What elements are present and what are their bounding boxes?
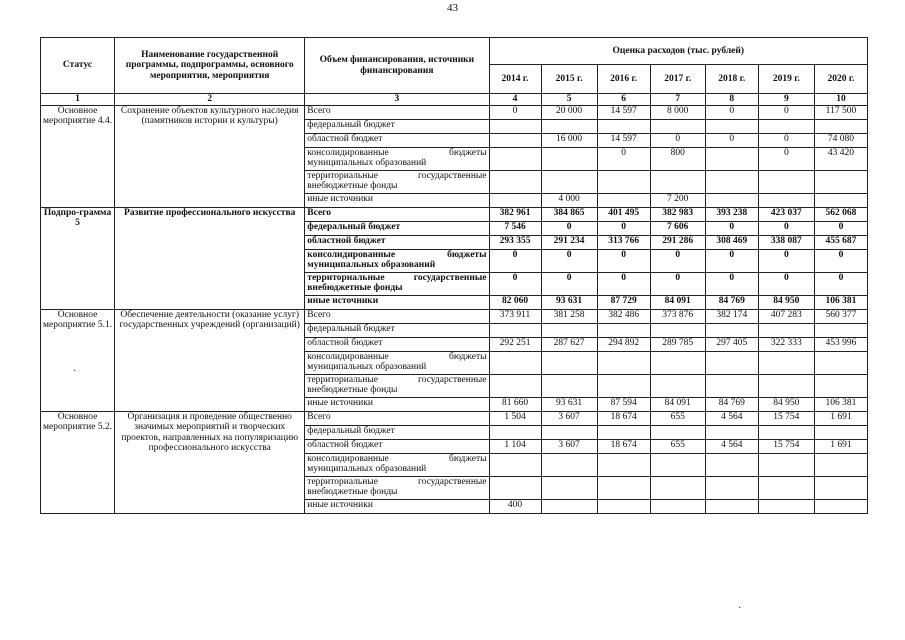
value-cell: 84 769 <box>705 295 758 309</box>
value-cell <box>489 193 541 207</box>
value-cell <box>758 476 814 499</box>
value-cell: 81 660 <box>489 397 541 411</box>
value-cell <box>705 170 758 193</box>
value-cell: 1 691 <box>814 439 867 453</box>
value-cell: 0 <box>758 147 814 170</box>
table-row <box>41 207 868 221</box>
value-cell: 292 251 <box>489 337 541 351</box>
value-cell: 287 627 <box>541 337 597 351</box>
value-cell: 0 <box>489 272 541 295</box>
value-cell: 0 <box>489 105 541 119</box>
value-cell: 20 000 <box>541 105 597 119</box>
value-cell: 8 000 <box>650 105 705 119</box>
source-label: территориальные государственные <box>307 374 487 385</box>
value-cell: 382 174 <box>705 309 758 323</box>
value-cell: 4 564 <box>705 439 758 453</box>
value-cell <box>705 453 758 476</box>
source-label: консолидированные бюджеты <box>307 351 487 362</box>
source-cell <box>305 147 489 170</box>
value-cell: 373 876 <box>650 309 705 323</box>
financing-table <box>40 37 868 514</box>
value-cell: 84 950 <box>758 397 814 411</box>
value-cell: 87 729 <box>597 295 650 309</box>
value-cell: 3 607 <box>541 411 597 425</box>
value-cell: 289 785 <box>650 337 705 351</box>
value-cell: 84 769 <box>705 397 758 411</box>
source-label: областной бюджет <box>307 133 383 144</box>
value-cell: 0 <box>758 272 814 295</box>
value-cell <box>489 119 541 133</box>
value-cell <box>814 351 867 374</box>
value-cell <box>541 147 597 170</box>
value-cell <box>541 425 597 439</box>
source-label: областной бюджет <box>307 337 383 348</box>
value-cell: 400 <box>489 499 541 513</box>
value-cell <box>597 170 650 193</box>
value-cell: 0 <box>758 105 814 119</box>
value-cell: 0 <box>758 249 814 272</box>
source-cell <box>305 309 489 323</box>
value-cell <box>489 374 541 397</box>
value-cell: 84 091 <box>650 295 705 309</box>
value-cell <box>758 374 814 397</box>
source-cell <box>305 476 489 499</box>
value-cell <box>597 351 650 374</box>
value-cell: 308 469 <box>705 235 758 249</box>
value-cell: 407 283 <box>758 309 814 323</box>
column-number: 5 <box>541 94 597 106</box>
stray-mark: · <box>738 603 742 614</box>
header-estimate: Оценка расходов (тыс. рублей) <box>489 38 867 65</box>
source-cell <box>305 337 489 351</box>
value-cell <box>814 323 867 337</box>
source-label: иные источники <box>307 397 373 408</box>
source-cell <box>305 221 489 235</box>
value-cell: 0 <box>597 147 650 170</box>
value-cell <box>489 453 541 476</box>
value-cell: 3 607 <box>541 439 597 453</box>
source-cell <box>305 411 489 425</box>
value-cell <box>489 351 541 374</box>
column-number: 2 <box>115 94 305 106</box>
source-label: иные источники <box>307 193 373 204</box>
value-cell <box>705 499 758 513</box>
column-number: 6 <box>597 94 650 106</box>
source-label: внебюджетные фонды <box>307 385 398 395</box>
value-cell <box>489 147 541 170</box>
value-cell: 338 087 <box>758 235 814 249</box>
table-row <box>41 411 868 425</box>
value-cell: 293 355 <box>489 235 541 249</box>
value-cell: 1 691 <box>814 411 867 425</box>
source-label: Всего <box>307 411 331 422</box>
value-cell <box>650 119 705 133</box>
value-cell <box>541 351 597 374</box>
source-label: внебюджетные фонды <box>307 487 398 497</box>
source-label: внебюджетные фонды <box>307 181 398 191</box>
value-cell: 0 <box>705 249 758 272</box>
value-cell <box>597 499 650 513</box>
source-cell <box>305 439 489 453</box>
value-cell: 0 <box>758 221 814 235</box>
source-cell <box>305 351 489 374</box>
value-cell: 18 674 <box>597 439 650 453</box>
value-cell: 0 <box>541 221 597 235</box>
value-cell: 0 <box>650 272 705 295</box>
source-label: Всего <box>307 207 332 218</box>
value-cell: 800 <box>650 147 705 170</box>
value-cell: 0 <box>541 249 597 272</box>
value-cell <box>758 323 814 337</box>
header-name: Наименование государственной программы, подпрограммы, основного мероприятия, мероприятия <box>115 38 305 94</box>
value-cell: 84 091 <box>650 397 705 411</box>
value-cell: 82 060 <box>489 295 541 309</box>
value-cell <box>650 323 705 337</box>
value-cell <box>705 147 758 170</box>
value-cell: 401 495 <box>597 207 650 221</box>
value-cell: 294 892 <box>597 337 650 351</box>
program-name-cell: Развитие профессионального искусства <box>115 207 305 309</box>
value-cell <box>758 499 814 513</box>
value-cell <box>705 425 758 439</box>
value-cell <box>541 499 597 513</box>
source-cell <box>305 374 489 397</box>
value-cell <box>814 425 867 439</box>
column-number: 4 <box>489 94 541 106</box>
source-label: Всего <box>307 105 331 116</box>
source-label: территориальные государственные <box>307 272 487 283</box>
value-cell <box>814 476 867 499</box>
source-label: федеральный бюджет <box>307 425 395 436</box>
value-cell <box>814 170 867 193</box>
value-cell: 0 <box>705 272 758 295</box>
value-cell: 291 234 <box>541 235 597 249</box>
source-label: иные источники <box>307 499 373 510</box>
value-cell: 655 <box>650 411 705 425</box>
value-cell <box>489 170 541 193</box>
value-cell: 7 606 <box>650 221 705 235</box>
value-cell <box>489 133 541 147</box>
value-cell <box>650 453 705 476</box>
column-number: 9 <box>758 94 814 106</box>
value-cell <box>597 119 650 133</box>
column-number: 7 <box>650 94 705 106</box>
source-label: территориальные государственные <box>307 476 487 487</box>
value-cell: 562 068 <box>814 207 867 221</box>
value-cell: 106 381 <box>814 397 867 411</box>
value-cell: 93 631 <box>541 295 597 309</box>
value-cell <box>650 170 705 193</box>
value-cell: 381 258 <box>541 309 597 323</box>
value-cell <box>650 476 705 499</box>
value-cell <box>814 499 867 513</box>
source-cell <box>305 119 489 133</box>
value-cell: 0 <box>597 272 650 295</box>
value-cell: 373 911 <box>489 309 541 323</box>
source-label: консолидированные бюджеты <box>307 453 487 464</box>
column-number: 8 <box>705 94 758 106</box>
value-cell: 0 <box>705 221 758 235</box>
value-cell <box>597 323 650 337</box>
value-cell: 15 754 <box>758 411 814 425</box>
value-cell: 106 381 <box>814 295 867 309</box>
value-cell <box>597 453 650 476</box>
source-cell <box>305 193 489 207</box>
value-cell: 7 546 <box>489 221 541 235</box>
source-cell <box>305 323 489 337</box>
value-cell: 322 333 <box>758 337 814 351</box>
header-year: 2014 г. <box>489 65 541 94</box>
source-label: муниципальных образований <box>307 362 427 372</box>
value-cell: 16 000 <box>541 133 597 147</box>
table-row <box>41 105 868 119</box>
value-cell <box>541 476 597 499</box>
source-label: областной бюджет <box>307 439 383 450</box>
stray-mark: · <box>73 366 77 377</box>
value-cell: 0 <box>489 249 541 272</box>
value-cell: 0 <box>758 133 814 147</box>
value-cell <box>758 453 814 476</box>
value-cell: 93 631 <box>541 397 597 411</box>
column-number: 1 <box>41 94 115 106</box>
value-cell: 0 <box>814 249 867 272</box>
value-cell: 0 <box>650 133 705 147</box>
page-number: 43 <box>447 2 458 14</box>
source-cell <box>305 249 489 272</box>
value-cell: 43 420 <box>814 147 867 170</box>
value-cell: 382 961 <box>489 207 541 221</box>
value-cell: 1 504 <box>489 411 541 425</box>
source-cell <box>305 295 489 309</box>
source-label: федеральный бюджет <box>307 119 395 130</box>
source-cell <box>305 207 489 221</box>
source-cell <box>305 235 489 249</box>
value-cell <box>489 323 541 337</box>
header-source: Объем финансирования, источники финансирования <box>305 38 489 94</box>
source-cell <box>305 397 489 411</box>
value-cell <box>597 425 650 439</box>
source-label: муниципальных образований <box>307 464 427 474</box>
value-cell <box>650 499 705 513</box>
value-cell: 84 950 <box>758 295 814 309</box>
value-cell: 0 <box>541 272 597 295</box>
value-cell: 87 594 <box>597 397 650 411</box>
status-cell: Основное мероприятие 5.2. <box>41 411 115 513</box>
status-cell: Подпро-грамма 5 <box>41 207 115 309</box>
value-cell: 0 <box>814 221 867 235</box>
value-cell: 393 238 <box>705 207 758 221</box>
source-label: Всего <box>307 309 331 320</box>
program-name-cell: Организация и проведение общественно значимых мероприятий и творческих проектов, направленных на популяризацию профессионального искусства <box>115 411 305 513</box>
source-cell <box>305 425 489 439</box>
source-label: консолидированные бюджеты <box>307 249 487 260</box>
source-label: территориальные государственные <box>307 170 487 181</box>
value-cell <box>597 193 650 207</box>
value-cell: 0 <box>705 133 758 147</box>
source-cell <box>305 453 489 476</box>
value-cell: 74 080 <box>814 133 867 147</box>
source-label: федеральный бюджет <box>307 221 401 232</box>
value-cell <box>758 119 814 133</box>
source-label: внебюджетные фонды <box>307 283 403 293</box>
value-cell: 4 000 <box>541 193 597 207</box>
value-cell: 423 037 <box>758 207 814 221</box>
value-cell <box>705 476 758 499</box>
program-name-cell: Сохранение объектов культурного наследия (памятников истории и культуры) <box>115 105 305 207</box>
value-cell <box>814 374 867 397</box>
value-cell: 0 <box>814 272 867 295</box>
source-label: муниципальных образований <box>307 260 436 270</box>
source-cell <box>305 105 489 119</box>
value-cell: 0 <box>597 249 650 272</box>
value-cell <box>705 193 758 207</box>
status-cell: Основное мероприятие 5.1. <box>41 309 115 411</box>
header-year: 2019 г. <box>758 65 814 94</box>
source-label: консолидированные бюджеты <box>307 147 487 158</box>
value-cell: 18 674 <box>597 411 650 425</box>
source-label: областной бюджет <box>307 235 386 246</box>
value-cell: 384 865 <box>541 207 597 221</box>
value-cell: 291 286 <box>650 235 705 249</box>
header-year: 2020 г. <box>814 65 867 94</box>
value-cell: 1 104 <box>489 439 541 453</box>
value-cell <box>758 193 814 207</box>
value-cell <box>758 425 814 439</box>
header-status: Статус <box>41 38 115 94</box>
value-cell <box>489 476 541 499</box>
header-year: 2016 г. <box>597 65 650 94</box>
value-cell: 455 687 <box>814 235 867 249</box>
value-cell: 14 597 <box>597 133 650 147</box>
value-cell: 0 <box>650 249 705 272</box>
value-cell <box>650 351 705 374</box>
value-cell <box>814 193 867 207</box>
value-cell: 297 405 <box>705 337 758 351</box>
value-cell <box>541 170 597 193</box>
header-year: 2017 г. <box>650 65 705 94</box>
value-cell: 7 200 <box>650 193 705 207</box>
value-cell: 14 597 <box>597 105 650 119</box>
source-cell <box>305 499 489 513</box>
column-number: 10 <box>814 94 867 106</box>
value-cell <box>541 453 597 476</box>
source-cell <box>305 272 489 295</box>
value-cell <box>705 119 758 133</box>
header-year: 2018 г. <box>705 65 758 94</box>
value-cell <box>758 351 814 374</box>
value-cell <box>597 476 650 499</box>
value-cell <box>705 351 758 374</box>
value-cell <box>650 374 705 397</box>
value-cell: 4 564 <box>705 411 758 425</box>
value-cell: 313 766 <box>597 235 650 249</box>
value-cell: 0 <box>597 221 650 235</box>
value-cell: 560 377 <box>814 309 867 323</box>
value-cell: 0 <box>705 105 758 119</box>
source-label: федеральный бюджет <box>307 323 395 334</box>
source-label: муниципальных образований <box>307 158 427 168</box>
value-cell <box>814 119 867 133</box>
value-cell <box>705 323 758 337</box>
value-cell: 15 754 <box>758 439 814 453</box>
value-cell <box>489 425 541 439</box>
status-cell: Основное мероприятие 4.4. <box>41 105 115 207</box>
value-cell: 382 983 <box>650 207 705 221</box>
value-cell: 382 486 <box>597 309 650 323</box>
source-cell <box>305 170 489 193</box>
value-cell <box>541 119 597 133</box>
value-cell <box>541 323 597 337</box>
value-cell: 655 <box>650 439 705 453</box>
value-cell <box>758 170 814 193</box>
value-cell <box>650 425 705 439</box>
column-number: 3 <box>305 94 489 106</box>
value-cell <box>597 374 650 397</box>
table-body <box>41 105 868 513</box>
value-cell: 117 500 <box>814 105 867 119</box>
value-cell: 453 996 <box>814 337 867 351</box>
program-name-cell: Обеспечение деятельности (оказание услуг) государственных учреждений (организаций) <box>115 309 305 411</box>
table-row <box>41 309 868 323</box>
header-year: 2015 г. <box>541 65 597 94</box>
source-label: иные источники <box>307 295 379 306</box>
value-cell <box>541 374 597 397</box>
value-cell <box>705 374 758 397</box>
source-cell <box>305 133 489 147</box>
value-cell <box>814 453 867 476</box>
